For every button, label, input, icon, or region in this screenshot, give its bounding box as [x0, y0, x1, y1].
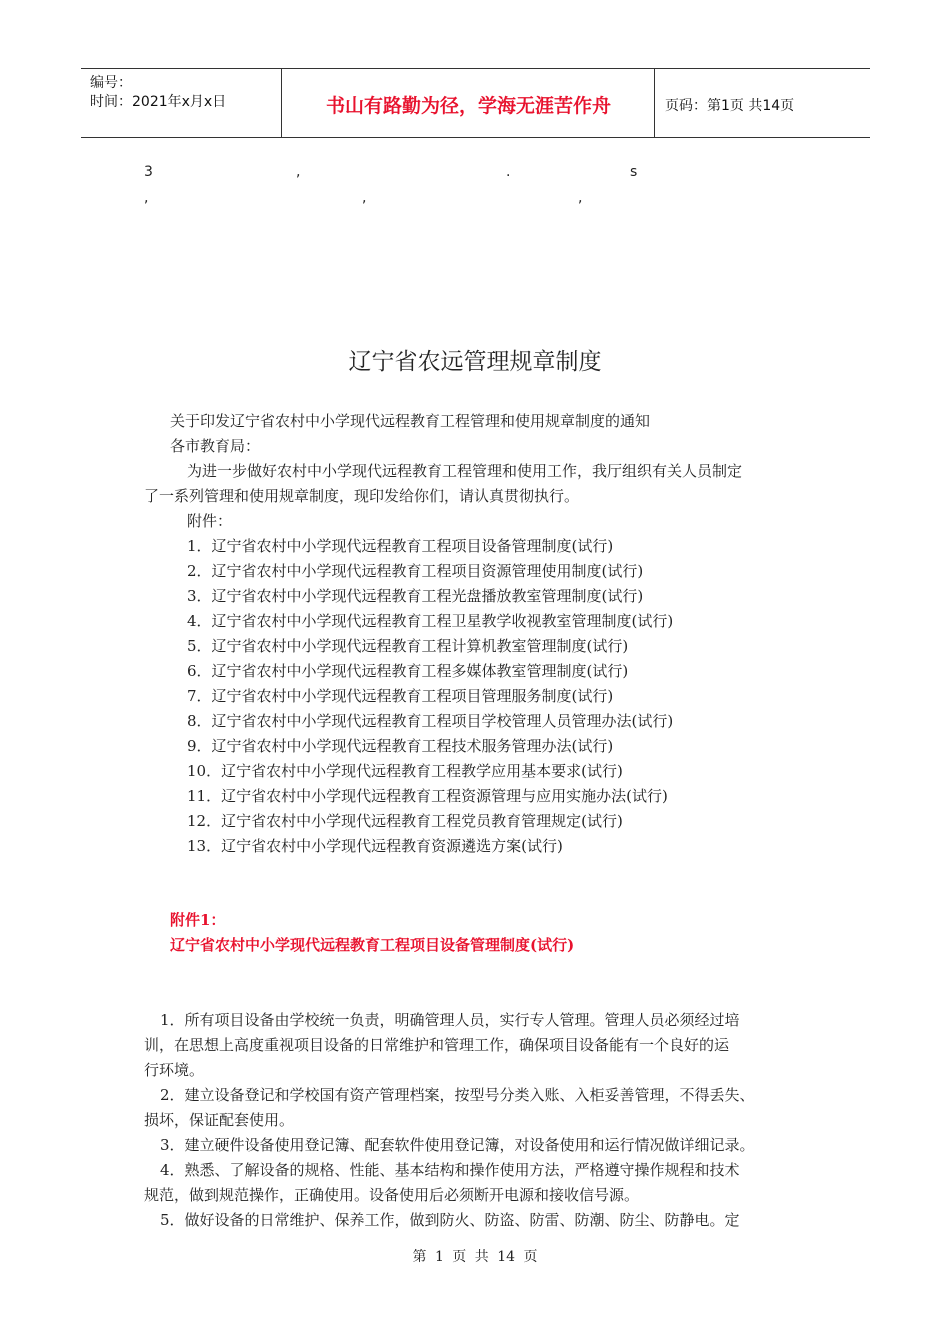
stray-mark: ,: [144, 190, 149, 206]
body-line: 损坏，保证配套使用。: [144, 1111, 295, 1129]
section-title: 辽宁省农村中小学现代远程教育工程项目设备管理制度(试行): [170, 936, 575, 954]
header-motto-cell: [282, 69, 655, 137]
page-footer: 第 1 页 共 14 页: [412, 1249, 538, 1265]
body-line: 5．做好设备的日常维护、保养工作，做到防火、防盗、防雷、防潮、防尘、防静电。定: [160, 1211, 740, 1229]
body-line: 训，在思想上高度重视项目设备的日常维护和管理工作，确保项目设备能有一个良好的运: [144, 1036, 730, 1054]
attachment-item: 11．辽宁省农村中小学现代远程教育工程资源管理与应用实施办法(试行): [187, 787, 668, 805]
header-info-cell: [81, 69, 282, 137]
stray-mark: ,: [362, 190, 367, 206]
header-motto: 书山有路勤为径，学海无涯苦作舟: [325, 95, 611, 117]
header-page-cell: [655, 69, 870, 137]
attachment-item: 12．辽宁省农村中小学现代远程教育工程党员教育管理规定(试行): [187, 812, 623, 830]
section-label: 附件1：: [170, 911, 226, 929]
notice-body-line: 为进一步做好农村中小学现代远程教育工程管理和使用工作，我厅组织有关人员制定: [187, 462, 743, 480]
header-page-number: 页码：第1页 共14页: [665, 98, 795, 114]
attachment-item: 10．辽宁省农村中小学现代远程教育工程教学应用基本要求(试行): [187, 762, 623, 780]
body-line: 1．所有项目设备由学校统一负责，明确管理人员，实行专人管理。管理人员必须经过培: [160, 1011, 740, 1029]
attachment-item: 9．辽宁省农村中小学现代远程教育工程技术服务管理办法(试行): [187, 737, 614, 755]
header-table: [81, 68, 870, 138]
attachment-item: 4．辽宁省农村中小学现代远程教育工程卫星教学收视教室管理制度(试行): [187, 612, 674, 630]
notice-heading: 关于印发辽宁省农村中小学现代远程教育工程管理和使用规章制度的通知: [170, 412, 651, 430]
attachment-item: 1．辽宁省农村中小学现代远程教育工程项目设备管理制度(试行): [187, 537, 614, 555]
attachments-label: 附件：: [187, 512, 233, 530]
attachment-item: 2．辽宁省农村中小学现代远程教育工程项目资源管理使用制度(试行): [187, 562, 644, 580]
body-line: 规范，做到规范操作，正确使用。设备使用后必须断开电源和接收信号源。: [144, 1186, 640, 1204]
document-title: 辽宁省农远管理规章制度: [348, 349, 602, 375]
stray-mark: s: [630, 164, 638, 180]
attachment-item: 3．辽宁省农村中小学现代远程教育工程光盘播放教室管理制度(试行): [187, 587, 644, 605]
stray-mark: 3: [144, 164, 153, 180]
stray-mark: ,: [296, 164, 301, 180]
attachment-item: 6．辽宁省农村中小学现代远程教育工程多媒体教室管理制度(试行): [187, 662, 629, 680]
body-line: 2．建立设备登记和学校国有资产管理档案，按型号分类入账、入柜妥善管理，不得丢失、: [160, 1086, 755, 1104]
notice-salutation: 各市教育局：: [170, 437, 261, 455]
attachment-item: 13．辽宁省农村中小学现代远程教育资源遴选方案(试行): [187, 837, 563, 855]
body-line: 4．熟悉、了解设备的规格、性能、基本结构和操作使用方法，严格遵守操作规程和技术: [160, 1161, 740, 1179]
document-date-label: 时间：2021年x月x日: [90, 94, 227, 110]
attachment-item: 8．辽宁省农村中小学现代远程教育工程项目学校管理人员管理办法(试行): [187, 712, 674, 730]
body-line: 3．建立硬件设备使用登记簿、配套软件使用登记簿，对设备使用和运行情况做详细记录。: [160, 1136, 755, 1154]
body-line: 行环境。: [144, 1061, 205, 1079]
attachment-item: 7．辽宁省农村中小学现代远程教育工程项目管理服务制度(试行): [187, 687, 614, 705]
stray-mark: ,: [578, 190, 583, 206]
stray-mark: .: [506, 164, 511, 180]
document-number-label: 编号：: [90, 75, 132, 91]
notice-body-line: 了一系列管理和使用规章制度，现印发给你们，请认真贯彻执行。: [144, 487, 580, 505]
attachment-item: 5．辽宁省农村中小学现代远程教育工程计算机教室管理制度(试行): [187, 637, 629, 655]
